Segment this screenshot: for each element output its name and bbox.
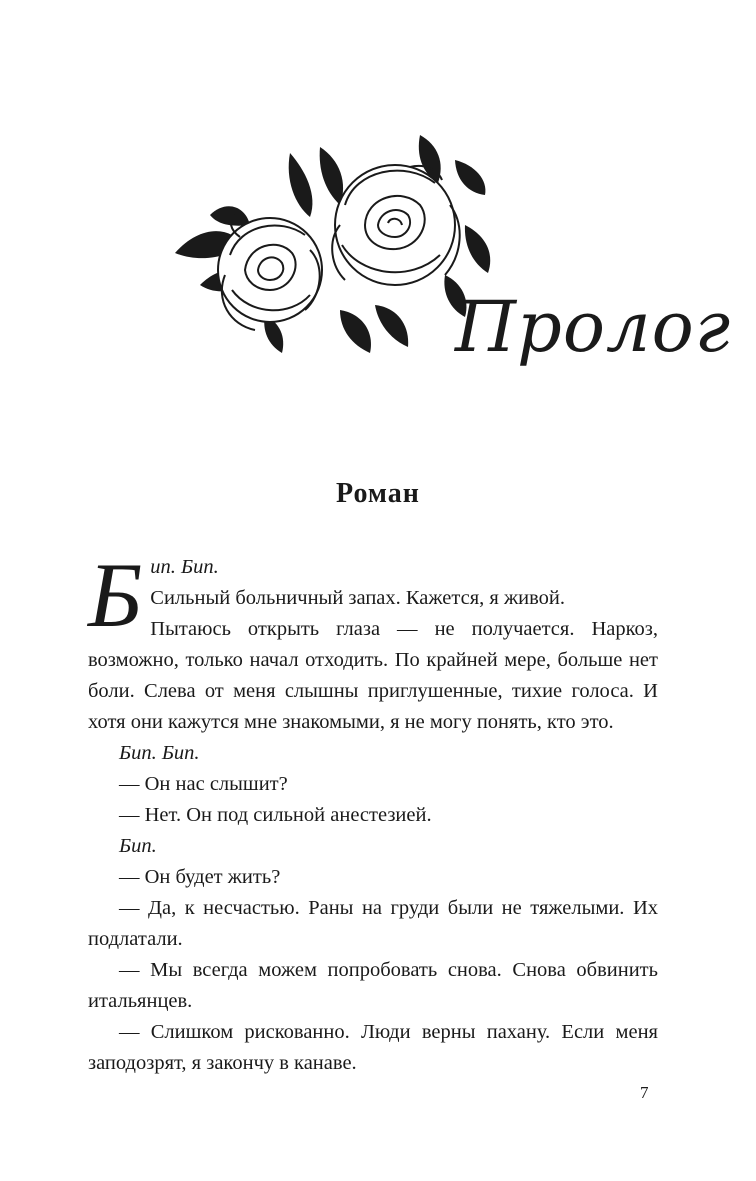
paragraph: Сильный больничный запах. Кажется, я живой. [150, 587, 565, 609]
paragraph: Бип. [119, 835, 157, 857]
paragraph: — Да, к несчастью. Раны на груди были не тяжелыми. Их подлатали. [88, 897, 658, 950]
paragraph: — Нет. Он под сильной анестезией. [119, 804, 432, 826]
paragraph: Пытаюсь открыть глаза — не получается. Наркоз, возможно, только начал отходить. По крайней мере, больше нет боли. Слева от меня слышны приглушенные, тихие голоса. И хотя они кажутся мне знакомыми, я не могу понять, кто это. [88, 618, 658, 733]
paragraph: — Мы всегда можем попробовать снова. Снова обвинить итальянцев. [88, 959, 658, 1012]
drop-cap: Б [88, 544, 143, 646]
section-heading: Роман [336, 478, 420, 509]
chapter-title: Пролог [455, 286, 732, 368]
page-number: 7 [640, 1083, 649, 1102]
roses-illustration [170, 125, 500, 360]
body-text [88, 544, 658, 1079]
paragraph: — Слишком рискованно. Люди верны пахану. Если меня заподозрят, я закончу в канаве. [88, 1021, 658, 1074]
paragraph: Бип. Бип. [119, 742, 200, 764]
paragraph: — Он нас слышит? [119, 773, 288, 795]
sound-text: ип. Бип. [150, 556, 219, 578]
paragraph: — Он будет жить? [119, 866, 281, 888]
